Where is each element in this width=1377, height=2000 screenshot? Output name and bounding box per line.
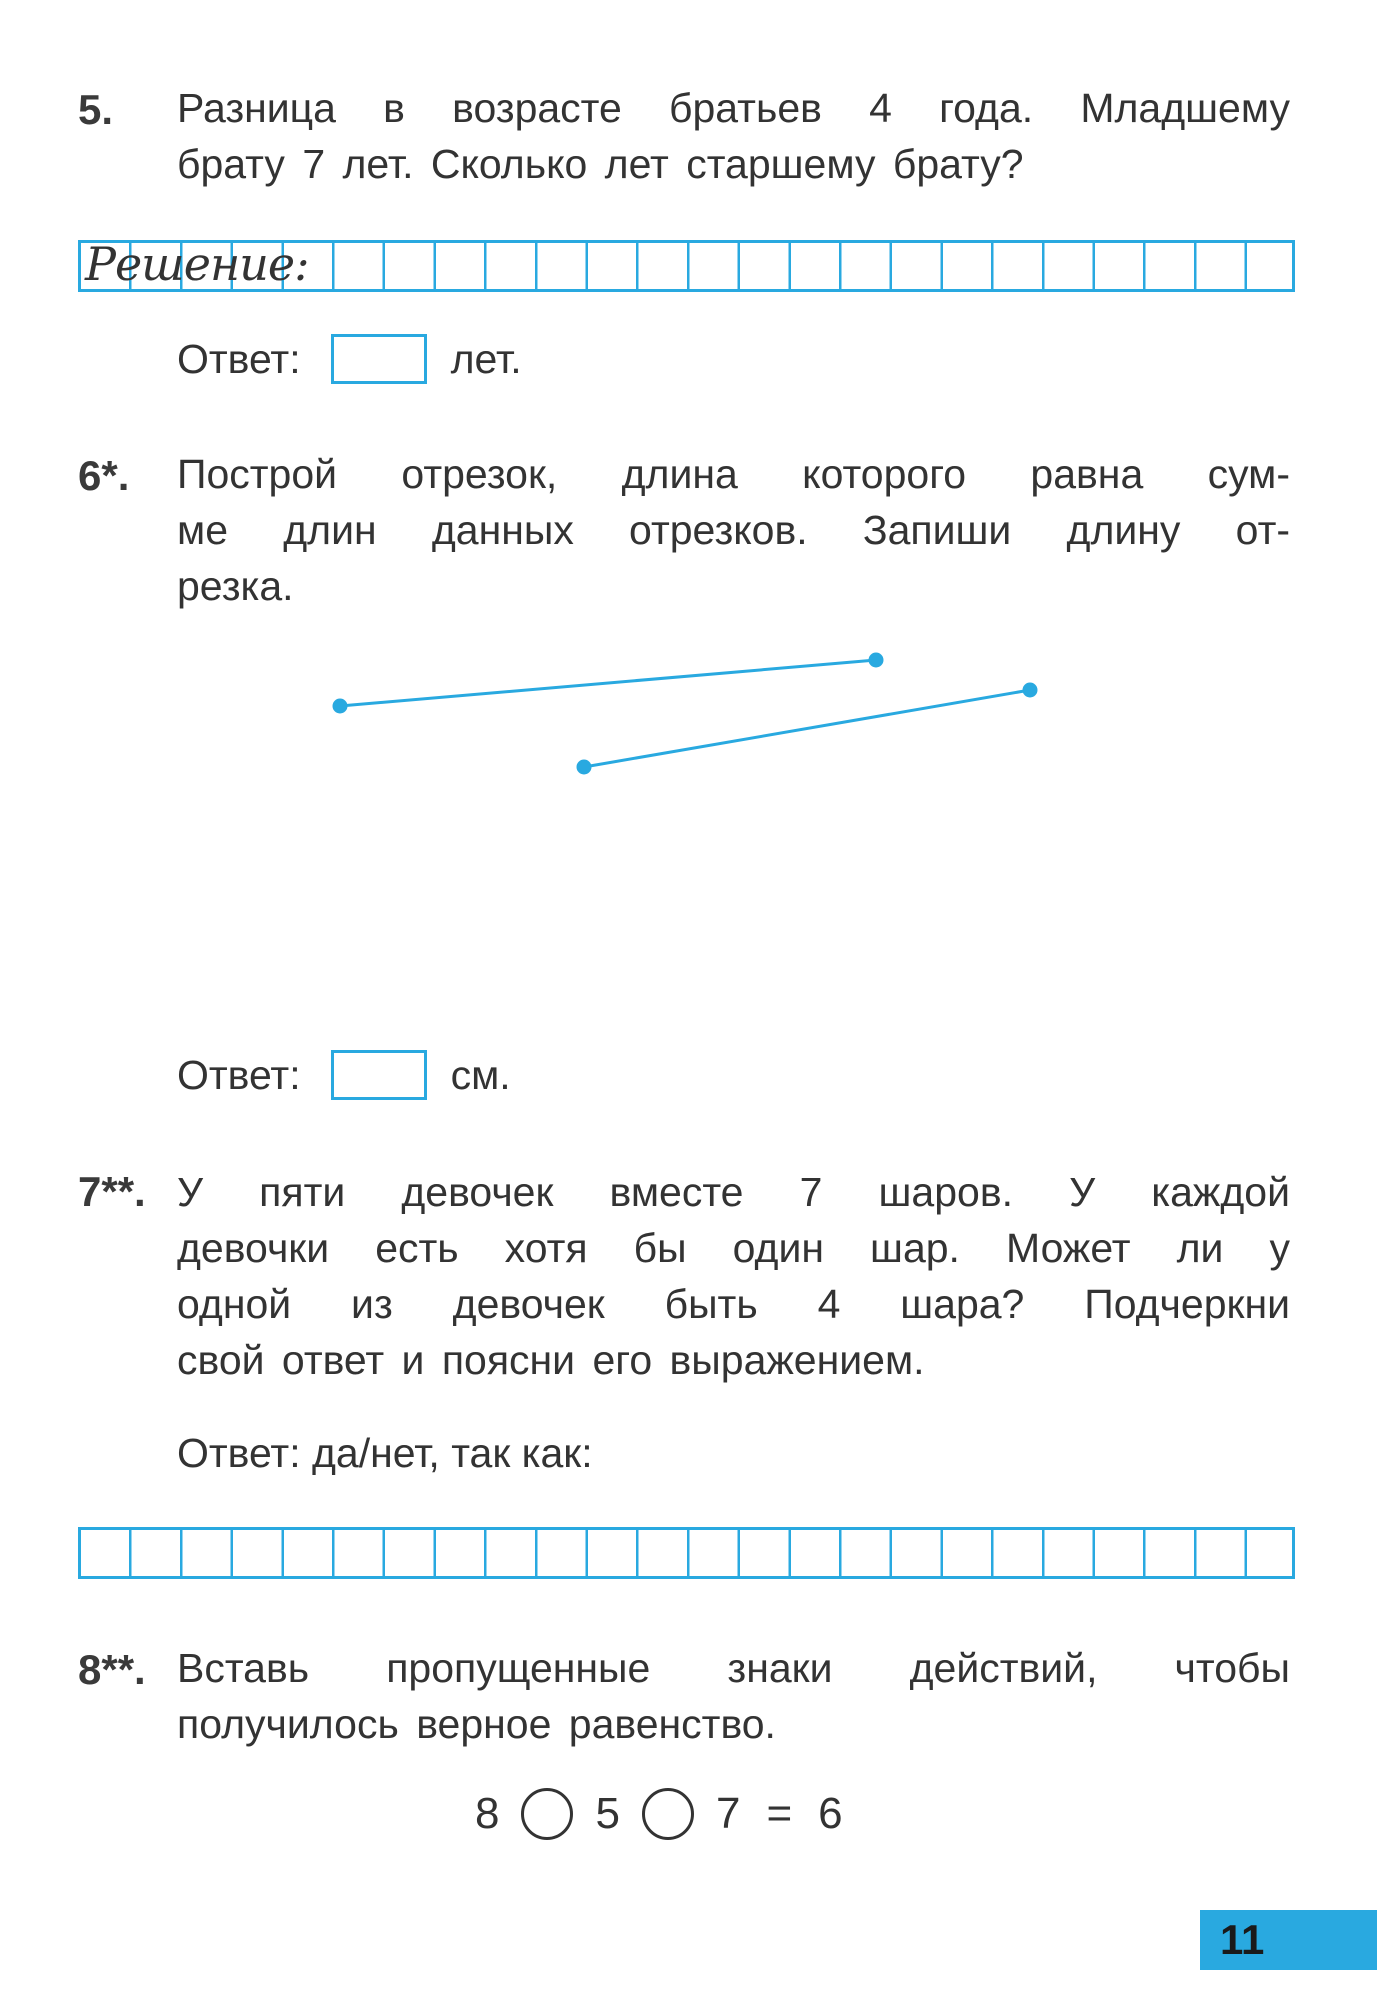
- task-8-equation: [475, 1788, 843, 1840]
- task-5-number: 5.: [78, 86, 114, 133]
- operator-slot-1[interactable]: [521, 1788, 573, 1840]
- task-8-number: 8**.: [78, 1646, 146, 1693]
- task-6-line-1: Построй отрезок, длина которого равна сум-: [177, 451, 1290, 497]
- segment-2: [584, 690, 1030, 767]
- task-6-answer-unit: см.: [450, 1051, 511, 1098]
- task-6-answer-label: Ответ:: [177, 1051, 301, 1098]
- equation-operand-a: 8: [475, 1789, 500, 1838]
- task-5-answer-unit: лет.: [450, 335, 522, 382]
- equals-sign: =: [766, 1789, 793, 1838]
- segment-1-end-point: [870, 654, 882, 666]
- task-6-answer-box[interactable]: [331, 1050, 427, 1100]
- page-number: [1200, 1910, 1377, 1970]
- task-5-line-2: брату 7 лет. Сколько лет старшему брату?: [177, 141, 1024, 187]
- page-number-text: 11: [1220, 1916, 1265, 1963]
- task-5-answer-label: Ответ:: [177, 335, 301, 382]
- task-8-line-2: получилось верное равенство.: [177, 1701, 776, 1747]
- equation-result: 6: [818, 1789, 843, 1838]
- task-7-line-4: свой ответ и поясни его выражением.: [177, 1337, 925, 1383]
- segment-1: [340, 660, 876, 706]
- equation-operand-c: 7: [715, 1789, 741, 1838]
- task-6-line-3: резка.: [177, 563, 294, 609]
- task-6-number: 6*.: [78, 452, 130, 499]
- operator-slot-2[interactable]: [642, 1788, 694, 1840]
- task-6-line-2: ме длин данных отрезков. Запиши длину от-: [177, 507, 1290, 553]
- task-6-answer: [177, 1050, 511, 1100]
- task-8-line-1: Вставь пропущенные знаки действий, чтобы: [177, 1645, 1290, 1691]
- task-7-line-1: У пяти девочек вместе 7 шаров. У каждой: [177, 1169, 1290, 1215]
- task-7-answer-grid[interactable]: [78, 1527, 1295, 1579]
- task-7-number: 7**.: [78, 1168, 146, 1215]
- task-7-answer: [177, 1430, 593, 1477]
- task-7-line-3: одной из девочек быть 4 шара? Подчеркни: [177, 1281, 1290, 1327]
- task-7-answer-label: Ответ: да/нет, так как:: [177, 1430, 593, 1476]
- equation-operand-b: 5: [595, 1789, 620, 1838]
- segment-2-end-point: [1024, 684, 1036, 696]
- task-5-line-1: Разница в возрасте братьев 4 года. Младшему: [177, 85, 1290, 131]
- task-7-line-2: девочки есть хотя бы один шар. Может ли у: [177, 1225, 1290, 1271]
- segment-1-start-point: [334, 700, 346, 712]
- task-7-text: [177, 1164, 1290, 1388]
- given-segments: [0, 0, 1377, 800]
- solution-label: Решение:: [85, 237, 309, 291]
- task-8-text: [177, 1640, 1290, 1752]
- segment-2-start-point: [578, 761, 590, 773]
